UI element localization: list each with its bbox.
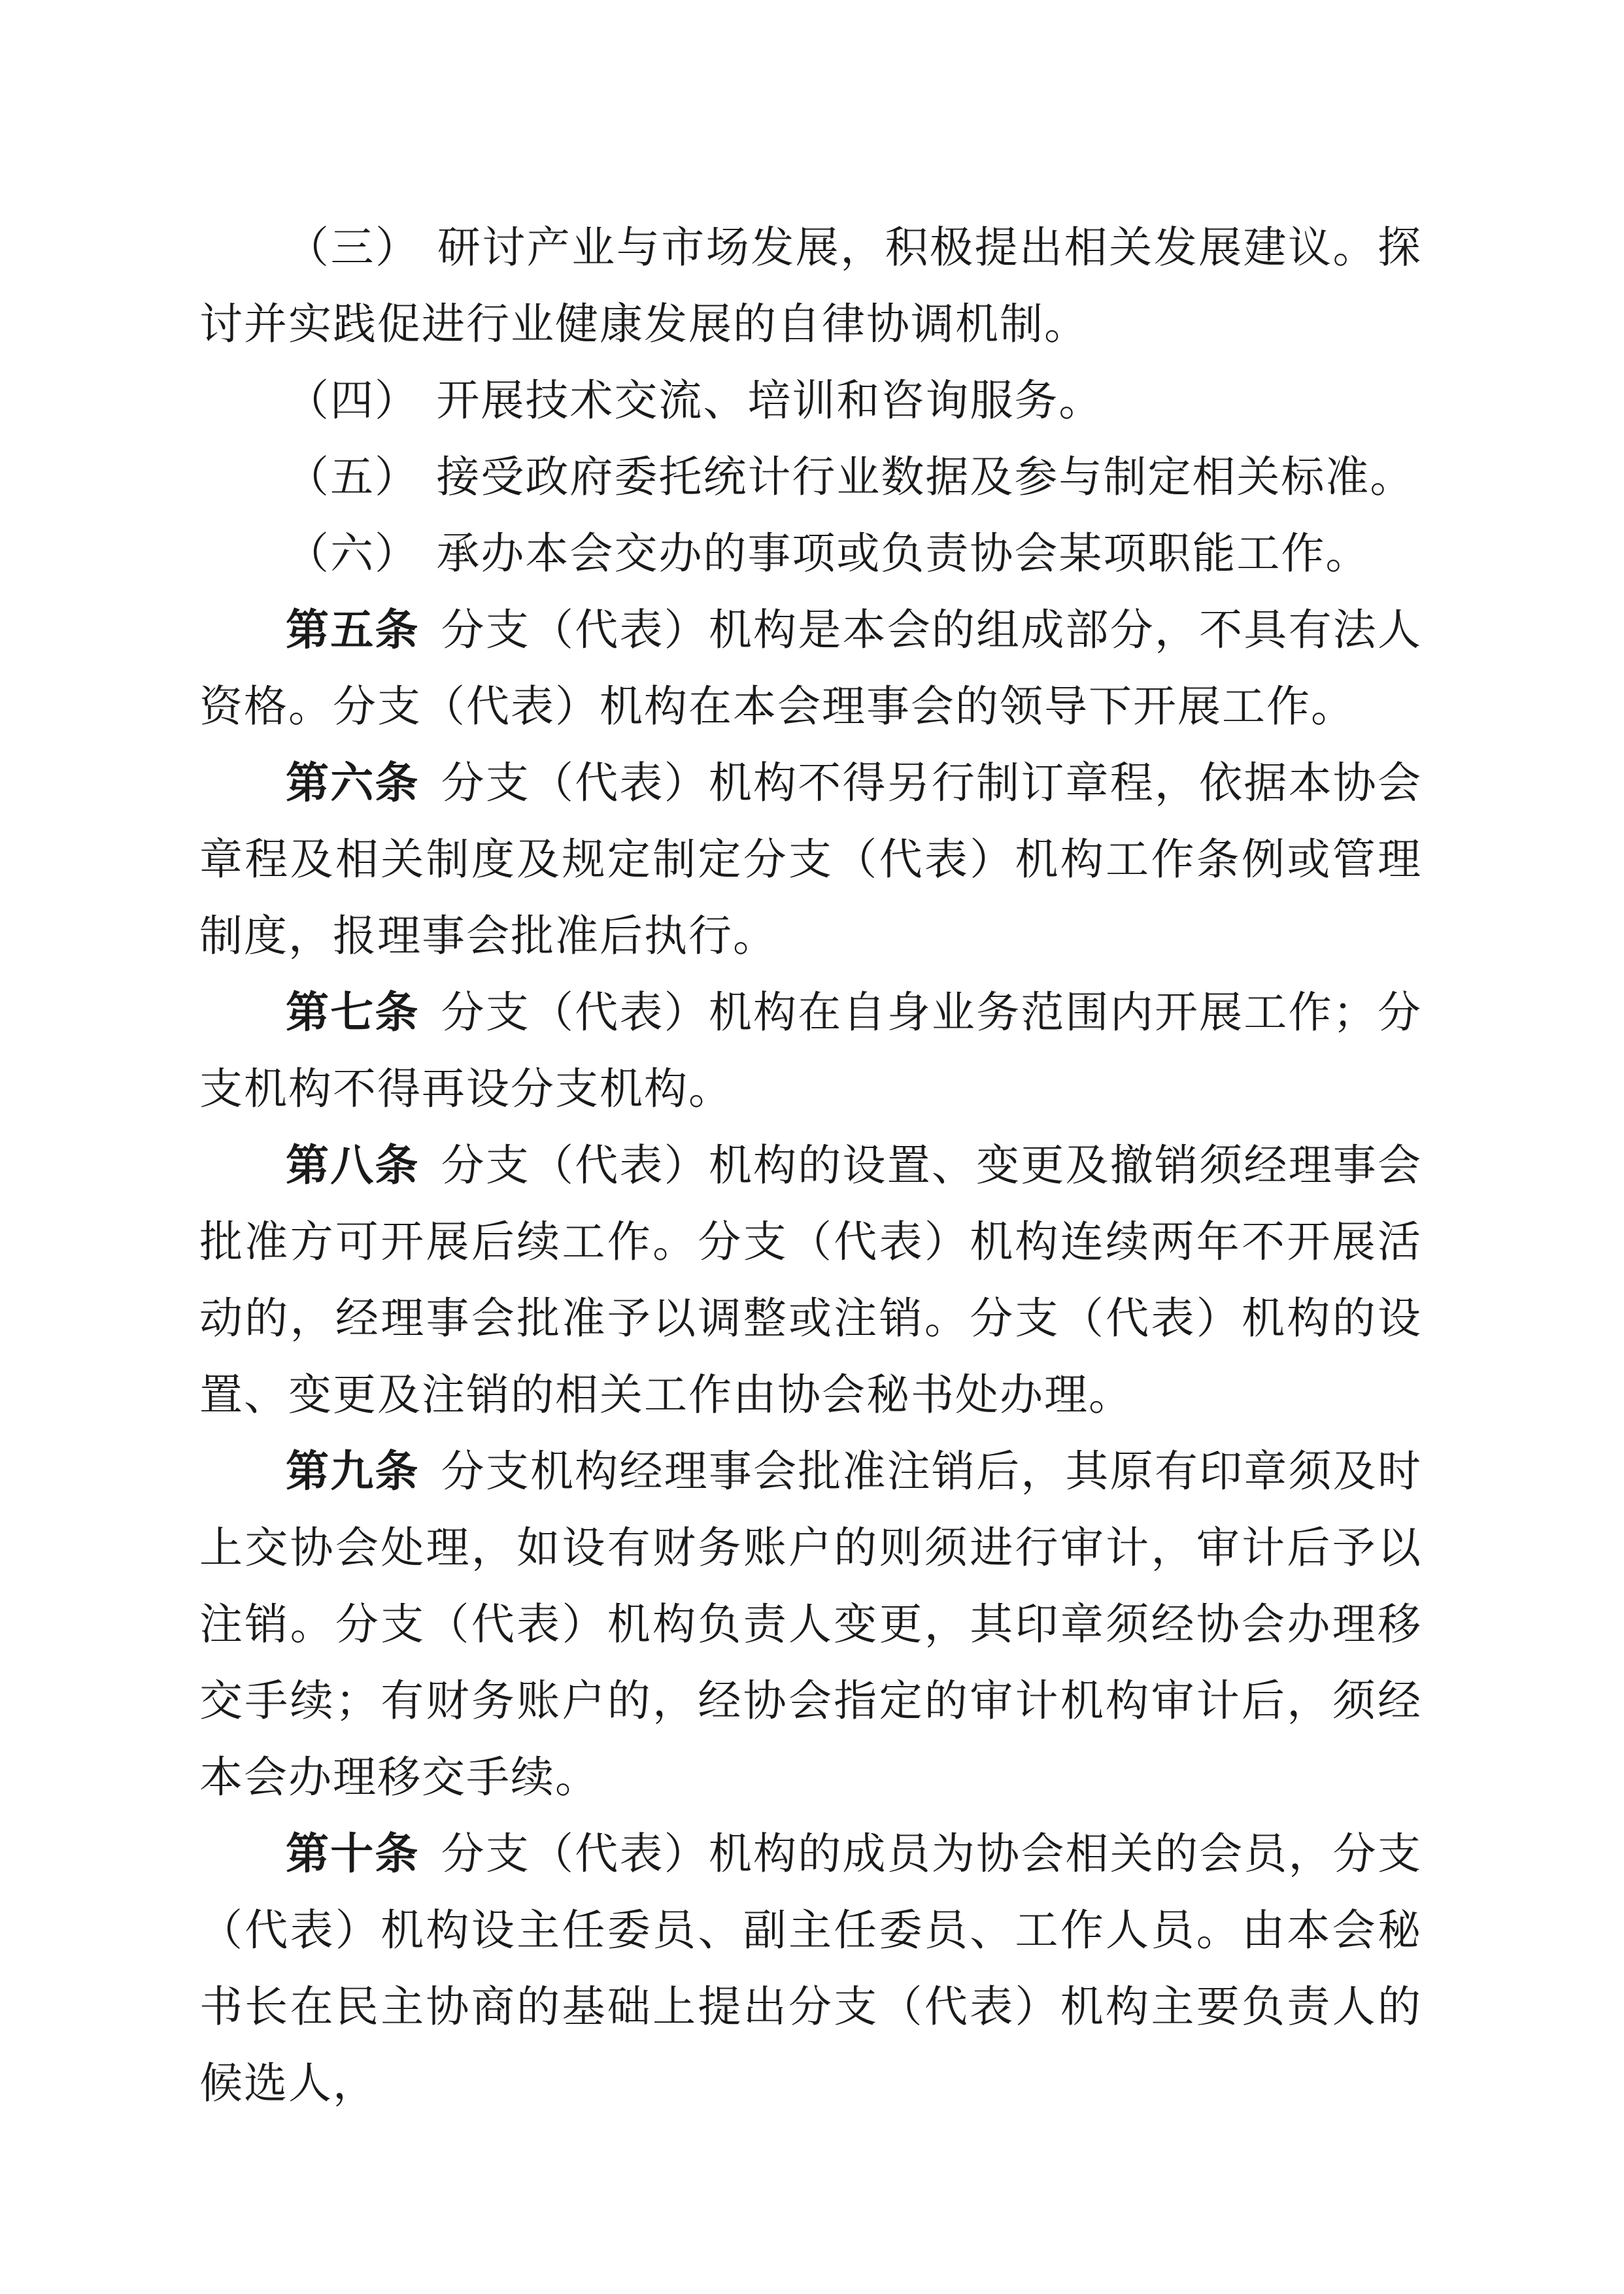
article-number: 第八条 [286,1140,420,1190]
item-text: 研讨产业与市场发展，积极提出相关发展建议。探讨并实践促进行业健康发展的自律协调机制。 [199,222,1423,349]
item-text: 开展技术交流、培训和咨询服务。 [436,375,1104,426]
article-10 [199,1815,1422,2121]
item-3 [199,209,1422,362]
article-number: 第六条 [286,758,420,808]
article-number: 第十条 [286,1829,420,1879]
item-number: （六） [286,528,419,579]
article-8 [199,1127,1422,1433]
article-5 [199,592,1422,745]
article-text: 分支机构经理事会批准注销后，其原有印章须及时上交协会处理，如设有财务账户的则须进行审计，审计后予以注销。分支（代表）机构负责人变更，其印章须经协会办理移交手续；有财务账户的，经协会指定的审计机构审计后，须经本会办理移交手续。 [199,1446,1422,1802]
article-number: 第五条 [286,605,420,655]
article-9 [199,1433,1422,1815]
item-5 [199,439,1422,515]
item-4 [199,362,1422,439]
item-text: 承办本会交办的事项或负责协会某项职能工作。 [436,528,1370,579]
item-number: （三） [286,222,420,273]
document-page [199,209,1422,2121]
article-text: 分支（代表）机构在自身业务范围内开展工作；分支机构不得再设分支机构。 [199,987,1422,1114]
article-text: 分支（代表）机构的设置、变更及撤销须经理事会批准方可开展后续工作。分支（代表）机构连续两年不开展活动的，经理事会批准予以调整或注销。分支（代表）机构的设置、变更及注销的相关工作由协会秘书处办理。 [199,1140,1422,1420]
item-text: 接受政府委托统计行业数据及参与制定相关标准。 [436,452,1415,502]
item-number: （四） [286,375,419,426]
item-6 [199,515,1422,592]
article-6 [199,745,1422,974]
article-text: 分支（代表）机构的成员为协会相关的会员，分支（代表）机构设主任委员、副主任委员、工作人员。由本会秘书长在民主协商的基础上提出分支（代表）机构主要负责人的候选人， [199,1829,1422,2108]
article-number: 第七条 [286,987,420,1037]
article-text: 分支（代表）机构不得另行制订章程，依据本协会章程及相关制度及规定制定分支（代表）机构工作条例或管理制度，报理事会批准后执行。 [199,758,1422,961]
article-7 [199,974,1422,1127]
item-number: （五） [286,452,419,502]
article-text: 分支（代表）机构是本会的组成部分，不具有法人资格。分支（代表）机构在本会理事会的领导下开展工作。 [199,605,1422,732]
article-number: 第九条 [286,1446,420,1496]
